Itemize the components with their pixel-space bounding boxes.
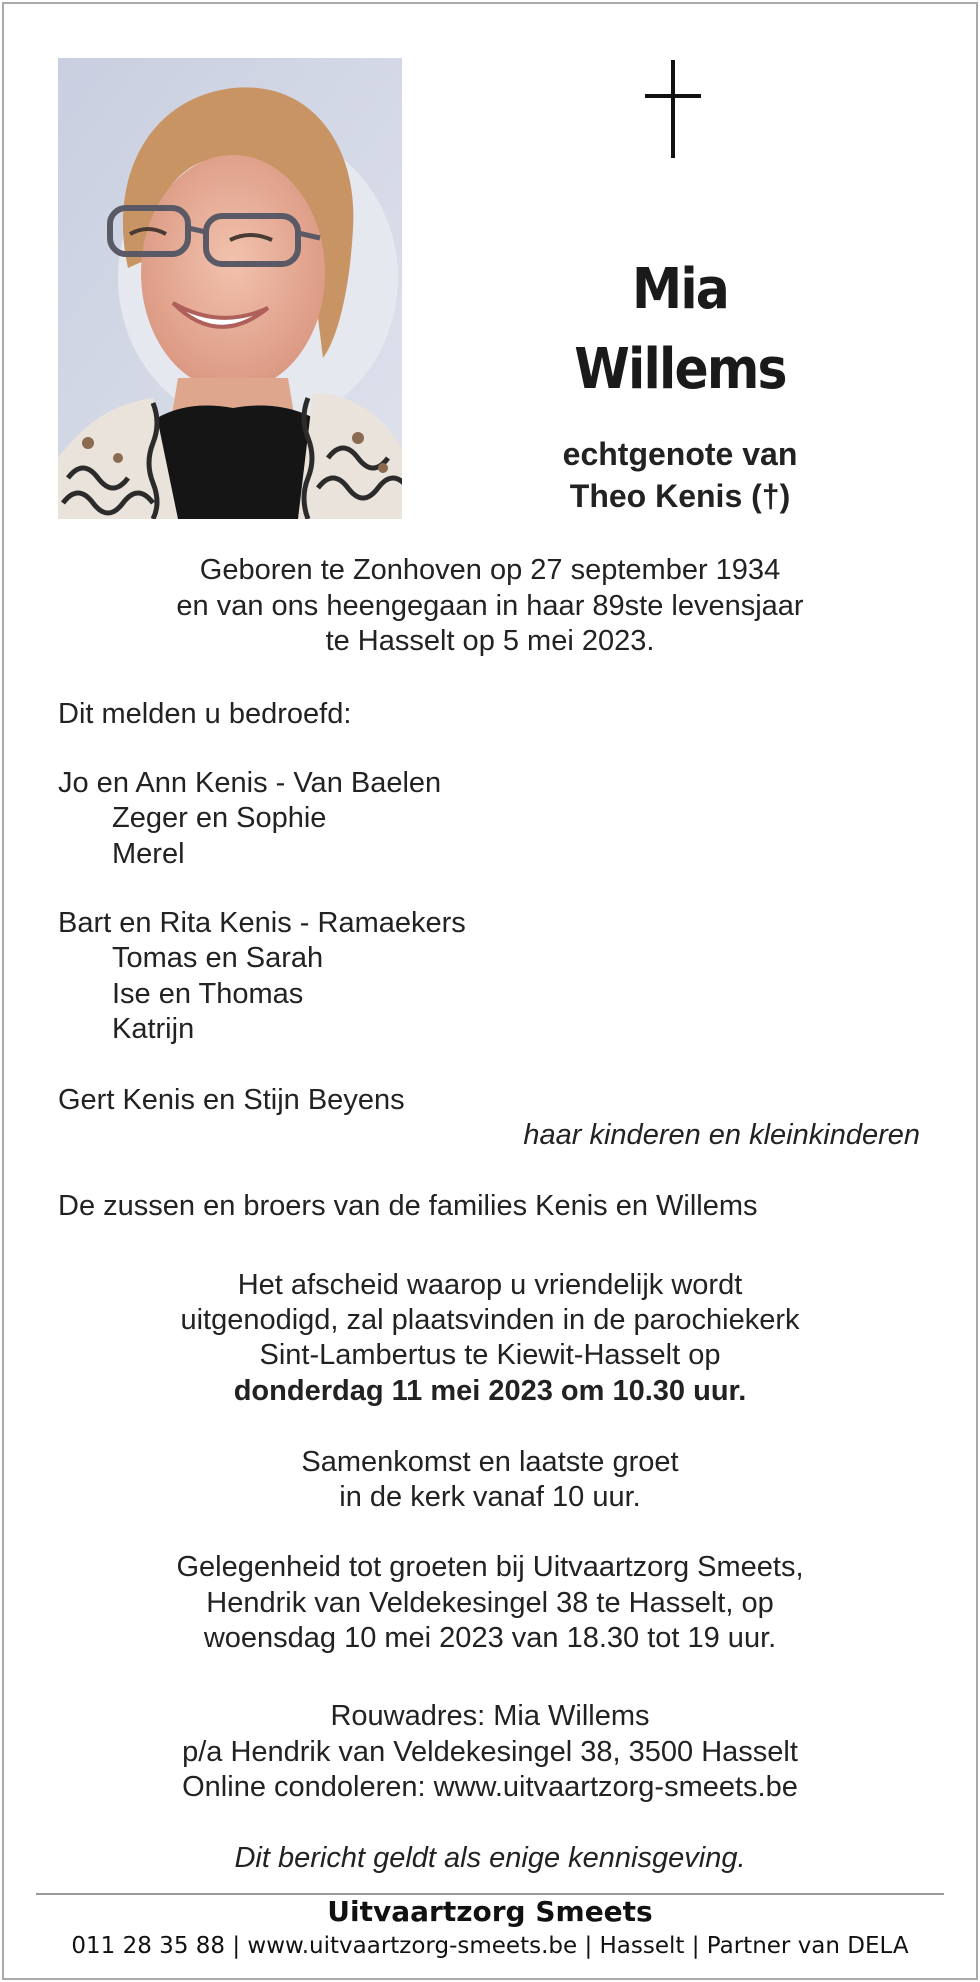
gathering-line-2: in de kerk vanaf 10 uur. bbox=[339, 1481, 641, 1513]
birth-line-1: Geboren te Zonhoven op 27 september 1934 bbox=[199, 554, 781, 586]
address-line-1: Rouwadres: Mia Willems bbox=[330, 1700, 650, 1732]
visitation-line-1: Gelegenheid tot groeten bij Uitvaartzorg Smeets, bbox=[176, 1551, 804, 1583]
visitation-line-2: Hendrik van Veldekesingel 38 te Hasselt, op bbox=[206, 1587, 774, 1619]
ceremony-date: donderdag 11 mei 2023 om 10.30 uur. bbox=[233, 1375, 747, 1407]
family-group-2-kid: Tomas en Sarah bbox=[112, 942, 324, 974]
family-group-1-kid: Merel bbox=[112, 838, 185, 870]
funeral-home-contact: 011 28 35 88 | www.uitvaartzorg-smeets.be | Hasselt | Partner van DELA bbox=[71, 1933, 909, 1959]
family-group-1-kid: Zeger en Sophie bbox=[112, 802, 327, 834]
spouse-relation: echtgenote van bbox=[562, 436, 798, 472]
family-signature: haar kinderen en kleinkinderen bbox=[523, 1119, 920, 1151]
birth-line-2: en van ons heengegaan in haar 89ste levensjaar bbox=[176, 590, 804, 622]
spouse-info bbox=[480, 433, 880, 517]
deceased-first-name: Mia bbox=[631, 257, 729, 322]
address-line-3: Online condoleren: www.uitvaartzorg-smeets.be bbox=[182, 1771, 798, 1803]
announce-intro: Dit melden u bedroefd: bbox=[58, 698, 352, 730]
spouse-name: Theo Kenis (†) bbox=[569, 478, 791, 514]
ceremony-line-3: Sint-Lambertus te Kiewit-Hasselt op bbox=[259, 1339, 721, 1371]
visitation-line-3: woensdag 10 mei 2023 van 18.30 tot 19 uur. bbox=[203, 1622, 777, 1654]
notice-line: Dit bericht geldt als enige kennisgeving. bbox=[234, 1842, 746, 1874]
latin-cross-icon bbox=[641, 60, 705, 160]
ceremony-line-1: Het afscheid waarop u vriendelijk wordt bbox=[237, 1269, 743, 1301]
birth-line-3: te Hasselt op 5 mei 2023. bbox=[325, 625, 655, 657]
funeral-home-name: Uitvaartzorg Smeets bbox=[327, 1895, 653, 1928]
deceased-last-name: Willems bbox=[574, 337, 786, 402]
family-group-2-kid: Ise en Thomas bbox=[112, 978, 304, 1010]
family-group-2-head: Bart en Rita Kenis - Ramaekers bbox=[58, 907, 466, 939]
family-group-1-head: Jo en Ann Kenis - Van Baelen bbox=[58, 767, 442, 799]
siblings-line: De zussen en broers van de families Kenis en Willems bbox=[58, 1190, 758, 1222]
gathering-line-1: Samenkomst en laatste groet bbox=[301, 1446, 679, 1478]
family-group-2-kid: Katrijn bbox=[112, 1013, 195, 1045]
ceremony-line-2: uitgenodigd, zal plaatsvinden in de parochiekerk bbox=[180, 1304, 800, 1336]
portrait-photo bbox=[58, 58, 402, 519]
family-group-3-head: Gert Kenis en Stijn Beyens bbox=[58, 1084, 405, 1116]
address-line-2: p/a Hendrik van Veldekesingel 38, 3500 Hasselt bbox=[182, 1736, 798, 1768]
